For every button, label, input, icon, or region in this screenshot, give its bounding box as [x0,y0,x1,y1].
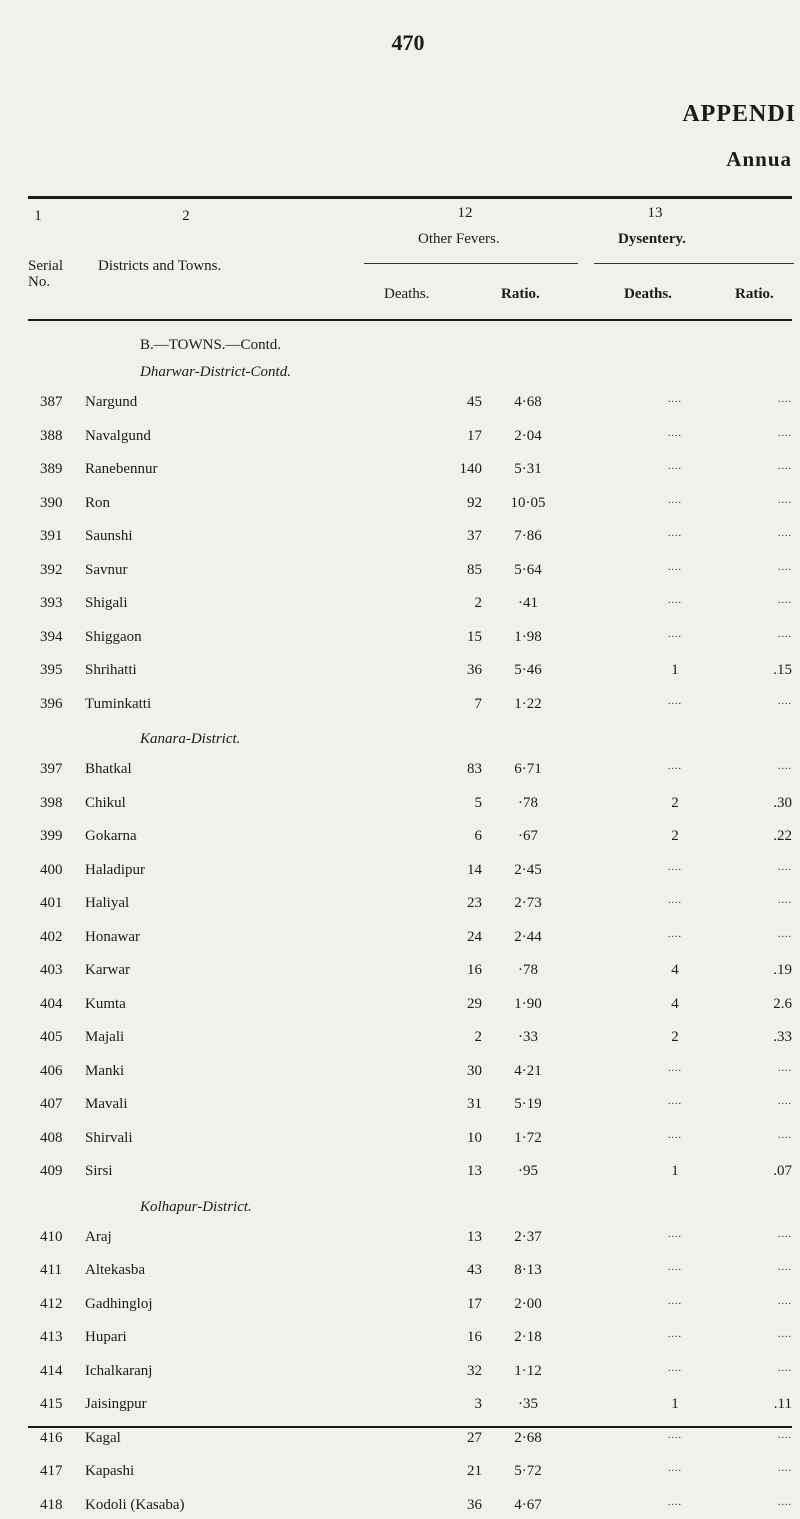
table-row [0,1163,800,1185]
dysentery-ratio-cell: .19 [773,962,792,978]
dysentery-ratio-cell: .... [778,528,792,539]
other-fevers-deaths-cell: 36 [467,662,482,678]
other-fevers-deaths-cell: 16 [467,1329,482,1345]
serial-cell: 388 [40,427,63,444]
dysentery-deaths-cell: .... [668,1362,682,1374]
dysentery-ratio-cell: .... [778,494,792,506]
serial-cell: 403 [40,962,63,978]
dysentery-ratio-cell: .... [778,928,792,940]
town-name-cell: Bhatkal [85,761,132,777]
table-row [0,1463,800,1485]
town-name-cell: Shirvali [85,1129,133,1146]
table-row [0,1229,800,1251]
dysentery-ratio-cell: .... [778,1228,792,1240]
table-row [0,795,800,817]
table-row [0,1296,800,1318]
serial-cell: 413 [40,1329,63,1345]
other-fevers-ratio-cell: ·78 [518,794,538,811]
other-fevers-ratio-cell: ·33 [518,1029,538,1045]
col-number-1: 1 [34,208,42,224]
dysentery-ratio-cell: .... [778,1262,792,1273]
other-fevers-ratio-cell: 5·72 [514,1463,542,1479]
serial-cell: 416 [40,1429,63,1446]
dysentery-deaths-cell: .... [668,461,682,472]
town-name-cell: Gadhingloj [85,1295,153,1312]
dysentery-ratio-cell: .30 [773,794,792,811]
other-fevers-deaths-cell: 5 [474,794,482,811]
serial-cell: 392 [40,561,63,578]
town-name-cell: Araj [85,1228,112,1245]
other-fevers-deaths-cell: 6 [474,828,482,844]
dysentery-ratio-cell: .... [778,1096,792,1107]
dysentery-deaths-cell: 1 [671,662,679,678]
dysentery-ratio-cell: .... [778,461,792,472]
dysentery-deaths-cell: .... [668,494,682,506]
serial-cell: 394 [40,628,63,645]
dysentery-ratio-cell: .... [778,761,792,772]
dysentery-deaths-cell: 4 [671,962,679,978]
town-name-cell: Shiggaon [85,628,142,645]
other-fevers-ratio-cell: ·95 [518,1163,538,1179]
dysentery-ratio-cell: 2.6 [773,995,792,1012]
dysentery-deaths-cell: .... [668,1262,682,1273]
table-row [0,1430,800,1452]
table-row [0,1130,800,1152]
other-fevers-deaths-cell: 16 [467,962,482,978]
serial-cell: 402 [40,928,63,945]
dysentery-deaths-cell: 1 [671,1396,679,1412]
dysentery-ratio-cell: .11 [773,1396,792,1412]
serial-cell: 393 [40,595,63,611]
serial-cell: 409 [40,1163,63,1179]
serial-cell: 387 [40,394,63,410]
table-row [0,1029,800,1051]
district-heading: Kolhapur-District. [140,1198,252,1215]
table-row [0,394,800,416]
other-fevers-deaths-cell: 13 [467,1163,482,1179]
dysentery-deaths-cell: .... [668,561,682,573]
ratio-header-13: Ratio. [735,286,774,302]
dysentery-deaths-cell: 2 [671,828,679,844]
town-name-cell: Chikul [85,794,126,811]
header-bottom-rule [28,319,792,321]
other-fevers-ratio-cell: 6·71 [514,761,542,777]
town-name-cell: Manki [85,1062,125,1079]
town-name-cell: Gokarna [85,828,137,844]
dysentery-deaths-cell: .... [668,595,682,606]
table-row [0,929,800,951]
table-row [0,495,800,517]
other-fevers-ratio-cell: 10·05 [510,494,546,511]
dysentery-ratio-cell: .... [778,427,792,439]
serial-cell: 391 [40,528,63,544]
dysentery-ratio-cell: .33 [773,1029,792,1045]
top-rule [28,196,792,199]
districts-label: Districts and Towns. [98,258,222,274]
other-fevers-ratio-cell: ·67 [518,828,538,844]
town-name-cell: Shrihatti [85,662,137,678]
other-fevers-ratio-cell: 1·12 [514,1362,542,1379]
town-name-cell: Jaisingpur [85,1396,147,1412]
dysentery-ratio-cell: .... [778,1062,792,1074]
table-row [0,562,800,584]
dysentery-deaths-cell: .... [668,394,682,405]
dysentery-ratio-cell: .... [778,1329,792,1340]
other-fevers-deaths-cell: 14 [467,861,482,878]
other-fevers-ratio-cell: 5·31 [514,461,542,477]
other-fevers-deaths-cell: 29 [467,995,482,1012]
town-name-cell: Saunshi [85,528,133,544]
dysentery-deaths-cell: .... [668,761,682,772]
table-row [0,1396,800,1418]
group-other-fevers: Other Fevers. [418,231,500,247]
serial-cell: 400 [40,861,63,878]
other-fevers-ratio-cell: 1·72 [514,1129,542,1146]
other-fevers-ratio-cell: 2·45 [514,861,542,878]
town-name-cell: Kumta [85,995,126,1012]
dysentery-ratio-cell: .... [778,595,792,606]
other-fevers-deaths-cell: 17 [467,1295,482,1312]
appendix-heading: APPENDI [682,101,796,127]
dysentery-ratio-cell: .22 [773,828,792,844]
table-row [0,629,800,651]
town-name-cell: Tuminkatti [85,695,152,712]
town-name-cell: Kodoli (Kasaba) [85,1496,185,1513]
table-row [0,461,800,483]
table-row [0,1063,800,1085]
dysentery-deaths-cell: .... [668,895,682,906]
col-number-12: 12 [457,205,473,221]
dysentery-ratio-cell: .... [778,1496,792,1508]
dysentery-ratio-cell: .... [778,628,792,640]
dysentery-deaths-cell: .... [668,1463,682,1474]
town-name-cell: Ranebennur [85,461,158,477]
dysentery-deaths-cell: 1 [671,1163,679,1179]
dysentery-deaths-cell: .... [668,1295,682,1307]
dysentery-ratio-cell: .... [778,561,792,573]
other-fevers-deaths-cell: 32 [467,1362,482,1379]
town-name-cell: Haliyal [85,895,130,911]
serial-cell: 410 [40,1228,63,1245]
other-fevers-ratio-cell: 8·13 [514,1262,542,1278]
table-row [0,595,800,617]
table-row [0,996,800,1018]
page-number: 470 [391,30,425,55]
dysentery-ratio-cell: .15 [773,662,792,678]
other-fevers-deaths-cell: 43 [467,1262,482,1278]
serial-cell: 411 [40,1262,62,1278]
col-number-13: 13 [647,205,663,221]
table-row [0,828,800,850]
serial-cell: 405 [40,1029,63,1045]
other-fevers-deaths-cell: 27 [467,1429,482,1446]
dysentery-deaths-cell: .... [668,1429,682,1441]
dysentery-ratio-cell: .... [778,1129,792,1141]
dysentery-ratio-cell: .... [778,1463,792,1474]
other-fevers-ratio-cell: 2·73 [514,895,542,911]
dysentery-ratio-cell: .... [778,1295,792,1307]
serial-cell: 398 [40,794,63,811]
other-fevers-ratio-cell: 1·90 [514,995,542,1012]
district-heading: Dharwar-District-Contd. [140,364,291,380]
section-title: B.—TOWNS.—Contd. [140,337,281,353]
town-name-cell: Nargund [85,394,138,410]
other-fevers-ratio-cell: 4·67 [514,1496,542,1513]
other-fevers-deaths-cell: 2 [474,595,482,611]
town-name-cell: Majali [85,1029,125,1045]
col-number-2: 2 [182,208,190,224]
table-row [0,662,800,684]
other-fevers-ratio-cell: 5·46 [514,662,542,678]
other-fevers-deaths-cell: 10 [467,1129,482,1146]
dysentery-deaths-cell: 2 [671,794,679,811]
other-fevers-deaths-cell: 140 [459,461,482,477]
serial-cell: 414 [40,1362,63,1379]
other-fevers-ratio-cell: 2·04 [514,427,542,444]
dysentery-ratio-cell: .... [778,1429,792,1441]
other-fevers-deaths-cell: 17 [467,427,482,444]
town-name-cell: Karwar [85,962,130,978]
other-fevers-deaths-cell: 30 [467,1062,482,1079]
dysentery-ratio-cell: .... [778,1362,792,1374]
serial-cell: 395 [40,662,63,678]
dysentery-deaths-cell: .... [668,1129,682,1141]
serial-cell: 412 [40,1295,63,1312]
town-name-cell: Savnur [85,561,128,578]
other-fevers-ratio-cell: 4·68 [514,394,542,410]
other-fevers-ratio-cell: 5·19 [514,1096,542,1112]
table-row [0,895,800,917]
other-fevers-ratio-cell: 2·37 [514,1228,542,1245]
town-name-cell: Altekasba [85,1262,145,1278]
dysentery-ratio-cell: .... [778,895,792,906]
dysentery-ratio-cell: .... [778,695,792,707]
other-fevers-deaths-cell: 3 [474,1396,482,1412]
bottom-rule [28,1426,792,1428]
dysentery-deaths-cell: 2 [671,1029,679,1045]
other-fevers-ratio-cell: 1·98 [514,628,542,645]
other-fevers-ratio-cell: ·78 [518,962,538,978]
other-fevers-deaths-cell: 7 [474,695,482,712]
table-row [0,428,800,450]
other-fevers-deaths-cell: 31 [467,1096,482,1112]
deaths-header-12: Deaths. [384,286,430,302]
table-row [0,528,800,550]
serial-cell: 417 [40,1463,63,1479]
group-dysentery: Dysentery. [618,231,686,247]
other-fevers-deaths-cell: 15 [467,628,482,645]
other-fevers-ratio-cell: ·35 [518,1396,538,1412]
dysentery-deaths-cell: .... [668,1228,682,1240]
serial-cell: 399 [40,828,63,844]
other-fevers-deaths-cell: 13 [467,1228,482,1245]
dysentery-deaths-cell: .... [668,1096,682,1107]
other-fevers-ratio-cell: 2·18 [514,1329,542,1345]
dysentery-deaths-cell: 4 [671,995,679,1012]
other-fevers-deaths-cell: 83 [467,761,482,777]
table-row [0,696,800,718]
other-fevers-ratio-cell: 4·21 [514,1062,542,1079]
dysentery-deaths-cell: .... [668,628,682,640]
serial-cell: 408 [40,1129,63,1146]
table-row [0,1096,800,1118]
town-name-cell: Ron [85,494,111,511]
town-name-cell: Hupari [85,1329,127,1345]
rule-under-group12 [364,263,578,264]
town-name-cell: Kagal [85,1429,121,1446]
table-row [0,962,800,984]
serial-cell: 418 [40,1496,63,1513]
table-row [0,862,800,884]
serial-cell: 406 [40,1062,63,1079]
serial-cell: 397 [40,761,63,777]
town-name-cell: Honawar [85,928,140,945]
district-heading: Kanara-District. [140,731,241,747]
other-fevers-deaths-cell: 45 [467,394,482,410]
other-fevers-deaths-cell: 36 [467,1496,482,1513]
other-fevers-deaths-cell: 92 [467,494,482,511]
other-fevers-deaths-cell: 23 [467,895,482,911]
other-fevers-deaths-cell: 21 [467,1463,482,1479]
other-fevers-ratio-cell: 5·64 [514,561,542,578]
dysentery-deaths-cell: .... [668,928,682,940]
other-fevers-ratio-cell: 2·68 [514,1429,542,1446]
town-name-cell: Sirsi [85,1163,113,1179]
dysentery-deaths-cell: .... [668,695,682,707]
serial-cell: 404 [40,995,63,1012]
serial-cell: 407 [40,1096,63,1112]
serial-cell: 396 [40,695,63,712]
table-row [0,1262,800,1284]
dysentery-deaths-cell: .... [668,1496,682,1508]
ratio-header-12: Ratio. [501,286,540,302]
town-name-cell: Shigali [85,595,128,611]
other-fevers-deaths-cell: 2 [474,1029,482,1045]
other-fevers-ratio-cell: 1·22 [514,695,542,712]
serial-cell: 389 [40,461,63,477]
other-fevers-deaths-cell: 85 [467,561,482,578]
dysentery-ratio-cell: .07 [773,1163,792,1179]
other-fevers-ratio-cell: ·41 [518,595,538,611]
town-name-cell: Ichalkaranj [85,1362,153,1379]
serial-cell: 401 [40,895,63,911]
table-row [0,761,800,783]
dysentery-ratio-cell: .... [778,861,792,873]
dysentery-deaths-cell: .... [668,1329,682,1340]
town-name-cell: Haladipur [85,861,145,878]
other-fevers-ratio-cell: 2·00 [514,1295,542,1312]
dysentery-deaths-cell: .... [668,1062,682,1074]
other-fevers-deaths-cell: 37 [467,528,482,544]
serial-label: Serial [28,258,63,274]
town-name-cell: Kapashi [85,1463,135,1479]
other-fevers-ratio-cell: 2·44 [514,928,542,945]
dysentery-deaths-cell: .... [668,861,682,873]
dysentery-deaths-cell: .... [668,427,682,439]
deaths-header-13: Deaths. [624,286,672,302]
serial-cell: 415 [40,1396,63,1412]
table-row [0,1329,800,1351]
town-name-cell: Mavali [85,1096,128,1112]
dysentery-deaths-cell: .... [668,528,682,539]
serial-cell: 390 [40,494,63,511]
table-row [0,1497,800,1519]
town-name-cell: Navalgund [85,427,151,444]
serial-label-no: No. [28,274,51,290]
other-fevers-deaths-cell: 24 [467,928,482,945]
other-fevers-ratio-cell: 7·86 [514,528,542,544]
dysentery-ratio-cell: .... [778,394,792,405]
table-row [0,1363,800,1385]
rule-under-group13 [594,263,794,264]
annual-subheading: Annua [726,147,792,171]
